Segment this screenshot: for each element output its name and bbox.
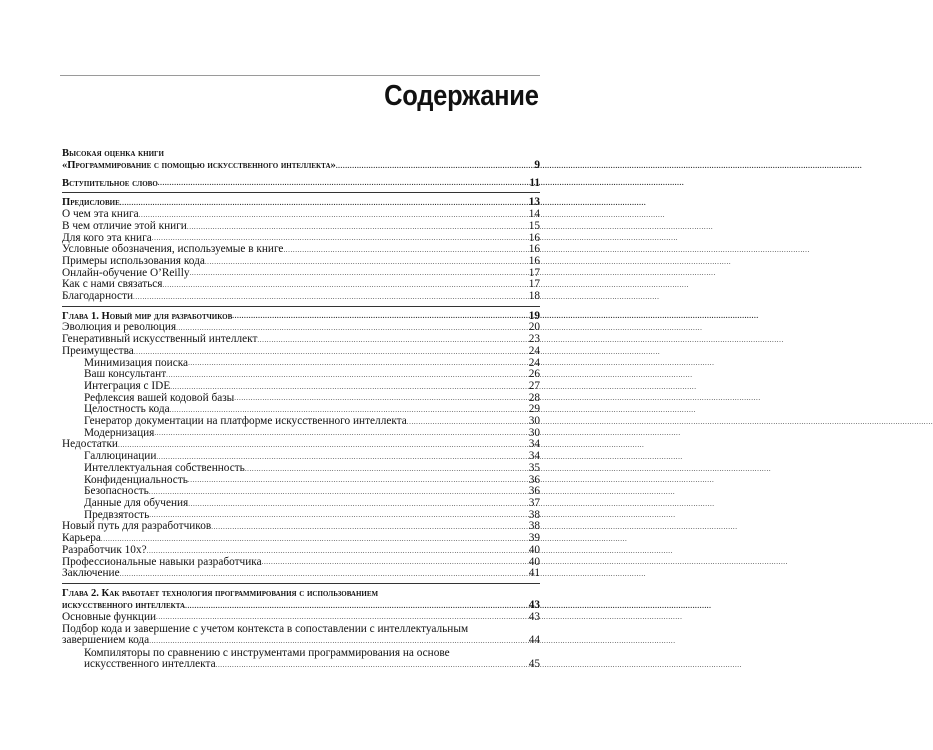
toc-entry[interactable] (62, 463, 540, 475)
toc-page-number: 9 (534, 159, 540, 171)
toc-entry-title: Как с нами связаться (62, 278, 163, 291)
toc-entry[interactable] (62, 428, 540, 440)
toc-entry[interactable] (62, 279, 540, 291)
toc-page-number: 13 (528, 196, 540, 209)
toc-leader-dots (166, 371, 525, 381)
toc-leader-dots (156, 613, 525, 623)
toc-entry-title: Вступительное слово (62, 177, 158, 189)
toc-divider (62, 192, 540, 193)
toc-page-number: 36 (528, 473, 540, 486)
toc-entry-title: Конфиденциальность (84, 473, 188, 486)
toc-page-number: 45 (528, 658, 540, 671)
toc-page-number: 44 (528, 634, 540, 647)
toc-leader-dots (163, 281, 525, 291)
toc-page-number: 40 (528, 543, 540, 556)
toc-page-number: 29 (528, 403, 540, 416)
toc-entry-title: Интеллектуальная собственность (84, 461, 245, 474)
toc-entry[interactable] (62, 498, 540, 510)
toc-entry[interactable] (62, 635, 540, 647)
toc-page-number: 38 (528, 508, 540, 521)
header-rule (60, 75, 540, 76)
toc-entry-title: Глава 1. Новый мир для разработчиков (62, 310, 233, 322)
toc-entry[interactable] (62, 659, 540, 671)
toc-entry-heading-line: Глава 2. Как работает технология программирования с использованием (62, 587, 379, 599)
toc-leader-dots (211, 523, 525, 533)
toc-entry-title: Интеграция с IDE (84, 379, 171, 392)
toc-entry[interactable] (62, 291, 540, 303)
toc-leader-dots (188, 476, 525, 486)
toc-entry-title: Условные обозначения, используемые в книге (62, 243, 284, 256)
toc-page-number: 14 (528, 208, 540, 221)
toc-leader-dots (205, 258, 525, 268)
toc-leader-dots (154, 429, 525, 439)
toc-leader-dots (133, 293, 525, 303)
toc-leader-dots (245, 465, 525, 475)
toc-page-number: 35 (528, 461, 540, 474)
toc-page-number: 11 (529, 176, 540, 189)
toc-entry-title: искусственного интеллекта (84, 658, 216, 671)
toc-entry[interactable] (62, 568, 540, 580)
toc-entry[interactable] (62, 160, 540, 172)
toc-page-number: 20 (528, 321, 540, 334)
toc-leader-dots (262, 558, 525, 568)
toc-leader-dots (120, 570, 525, 580)
toc-entry[interactable] (62, 557, 540, 569)
toc-entry-title: Ваш консультант (84, 368, 167, 381)
toc-page-number: 17 (528, 278, 540, 291)
toc-entry-title: Примеры использования кода (62, 254, 205, 267)
toc-page-number: 38 (528, 520, 540, 533)
toc-entry-title: Основные функции (62, 610, 157, 623)
toc-leader-dots (139, 211, 525, 221)
toc-leader-dots (234, 394, 525, 404)
toc-entry[interactable] (62, 600, 540, 612)
toc-leader-dots (118, 441, 525, 451)
toc-entry-title: искусственного интеллекта (62, 599, 186, 611)
toc-entry-title: Рефлексия вашей кодовой базы (84, 391, 235, 404)
toc-entry[interactable] (62, 178, 540, 190)
toc-leader-dots (187, 223, 525, 233)
toc-page-number: 28 (528, 391, 540, 404)
toc-entry-title: Эволюция и революция (62, 321, 177, 334)
toc-entry-title: Целостность кода (84, 403, 170, 416)
toc-page-number: 41 (528, 567, 540, 580)
toc-page-number: 19 (528, 309, 540, 322)
toc-page-number: 43 (528, 598, 540, 611)
toc-leader-dots (283, 246, 525, 256)
toc-entry-title: Для кого эта книга (62, 231, 152, 244)
toc-entry-title: Модернизация (84, 426, 155, 439)
toc-entry-title: Минимизация поиска (84, 356, 189, 369)
toc-entry-title: Безопасность (84, 485, 149, 498)
toc-leader-dots (188, 500, 525, 510)
toc-page-number: 30 (528, 426, 540, 439)
toc-entry-heading-line: Подбор кода и завершение с учетом контекста в сопоставлении с интеллектуальным (62, 623, 469, 636)
toc-leader-dots (336, 162, 525, 172)
toc-entry-title: Разработчик 10x? (62, 543, 147, 556)
page-title: Содержание (384, 80, 539, 112)
toc-entry-title: Генератор документации на платформе искусственного интеллекта (84, 415, 407, 428)
toc-page-number: 24 (528, 344, 540, 357)
toc-leader-dots (147, 547, 525, 557)
table-of-contents (62, 148, 540, 671)
toc-page-number: 16 (528, 254, 540, 267)
toc-entry[interactable] (62, 545, 540, 557)
toc-leader-dots (188, 359, 525, 369)
toc-page-number: 16 (528, 231, 540, 244)
toc-divider (62, 583, 540, 584)
toc-page-number: 26 (528, 368, 540, 381)
toc-entry-title: Онлайн-обучение O’Reilly (62, 266, 190, 279)
toc-entry-title: Галлюцинации (84, 450, 157, 463)
toc-entry[interactable] (62, 612, 540, 624)
toc-leader-dots (407, 418, 525, 428)
toc-entry-title: Генеративный искусственный интеллект (62, 333, 258, 346)
toc-leader-dots (216, 661, 525, 671)
toc-leader-dots (185, 602, 525, 612)
toc-leader-dots (134, 348, 525, 358)
toc-entry-title: Карьера (62, 532, 101, 545)
toc-entry-title: Профессиональные навыки разработчика (62, 555, 262, 568)
toc-page-number: 34 (528, 438, 540, 451)
toc-entry[interactable] (62, 346, 540, 358)
toc-entry-title: Предисловие (62, 197, 120, 209)
toc-leader-dots (232, 312, 525, 322)
toc-entry-title: О чем эта книга (62, 208, 139, 221)
toc-leader-dots (149, 637, 525, 647)
toc-page-number: 39 (528, 532, 540, 545)
toc-page-number: 34 (528, 450, 540, 463)
toc-entry[interactable] (62, 256, 540, 268)
toc-page-number: 24 (528, 356, 540, 369)
toc-leader-dots (158, 179, 525, 189)
toc-page-number: 16 (528, 243, 540, 256)
toc-entry-title: В чем отличие этой книги (62, 219, 187, 232)
toc-leader-dots (149, 488, 525, 498)
toc-entry-title: Благодарности (62, 290, 134, 303)
toc-leader-dots (120, 199, 525, 209)
toc-entry-title: завершением кода (62, 634, 150, 647)
toc-page-number: 30 (528, 415, 540, 428)
toc-entry[interactable] (62, 221, 540, 233)
toc-page-number: 40 (528, 555, 540, 568)
toc-entry-heading-line: Высокая оценка книги (62, 148, 164, 159)
toc-page-number: 36 (528, 485, 540, 498)
toc-entry-title: Преимущества (62, 344, 134, 357)
toc-page-number: 27 (528, 379, 540, 392)
toc-page-number: 43 (528, 610, 540, 623)
toc-leader-dots (189, 269, 525, 279)
toc-entry[interactable] (62, 521, 540, 533)
toc-entry-title: Данные для обучения (84, 496, 189, 509)
toc-entry-title: Предвзятость (84, 508, 150, 521)
toc-leader-dots (101, 535, 525, 545)
toc-page-number: 18 (528, 290, 540, 303)
toc-page-number: 37 (528, 496, 540, 509)
toc-entry[interactable] (62, 381, 540, 393)
toc-divider (62, 306, 540, 307)
toc-entry[interactable] (62, 416, 540, 428)
toc-page-number: 23 (528, 333, 540, 346)
toc-page-number: 15 (528, 219, 540, 232)
toc-entry-title: Заключение (62, 567, 120, 580)
toc-entry-title: «Программирование с помощью искусственного интеллекта» (62, 160, 336, 171)
toc-entry-title: Новый путь для разработчиков (62, 520, 212, 533)
toc-page-number: 17 (528, 266, 540, 279)
toc-entry-heading-line: Компиляторы по сравнению с инструментами программирования на основе (84, 647, 450, 660)
toc-entry-title: Недостатки (62, 438, 118, 451)
toc-leader-dots (257, 336, 525, 346)
